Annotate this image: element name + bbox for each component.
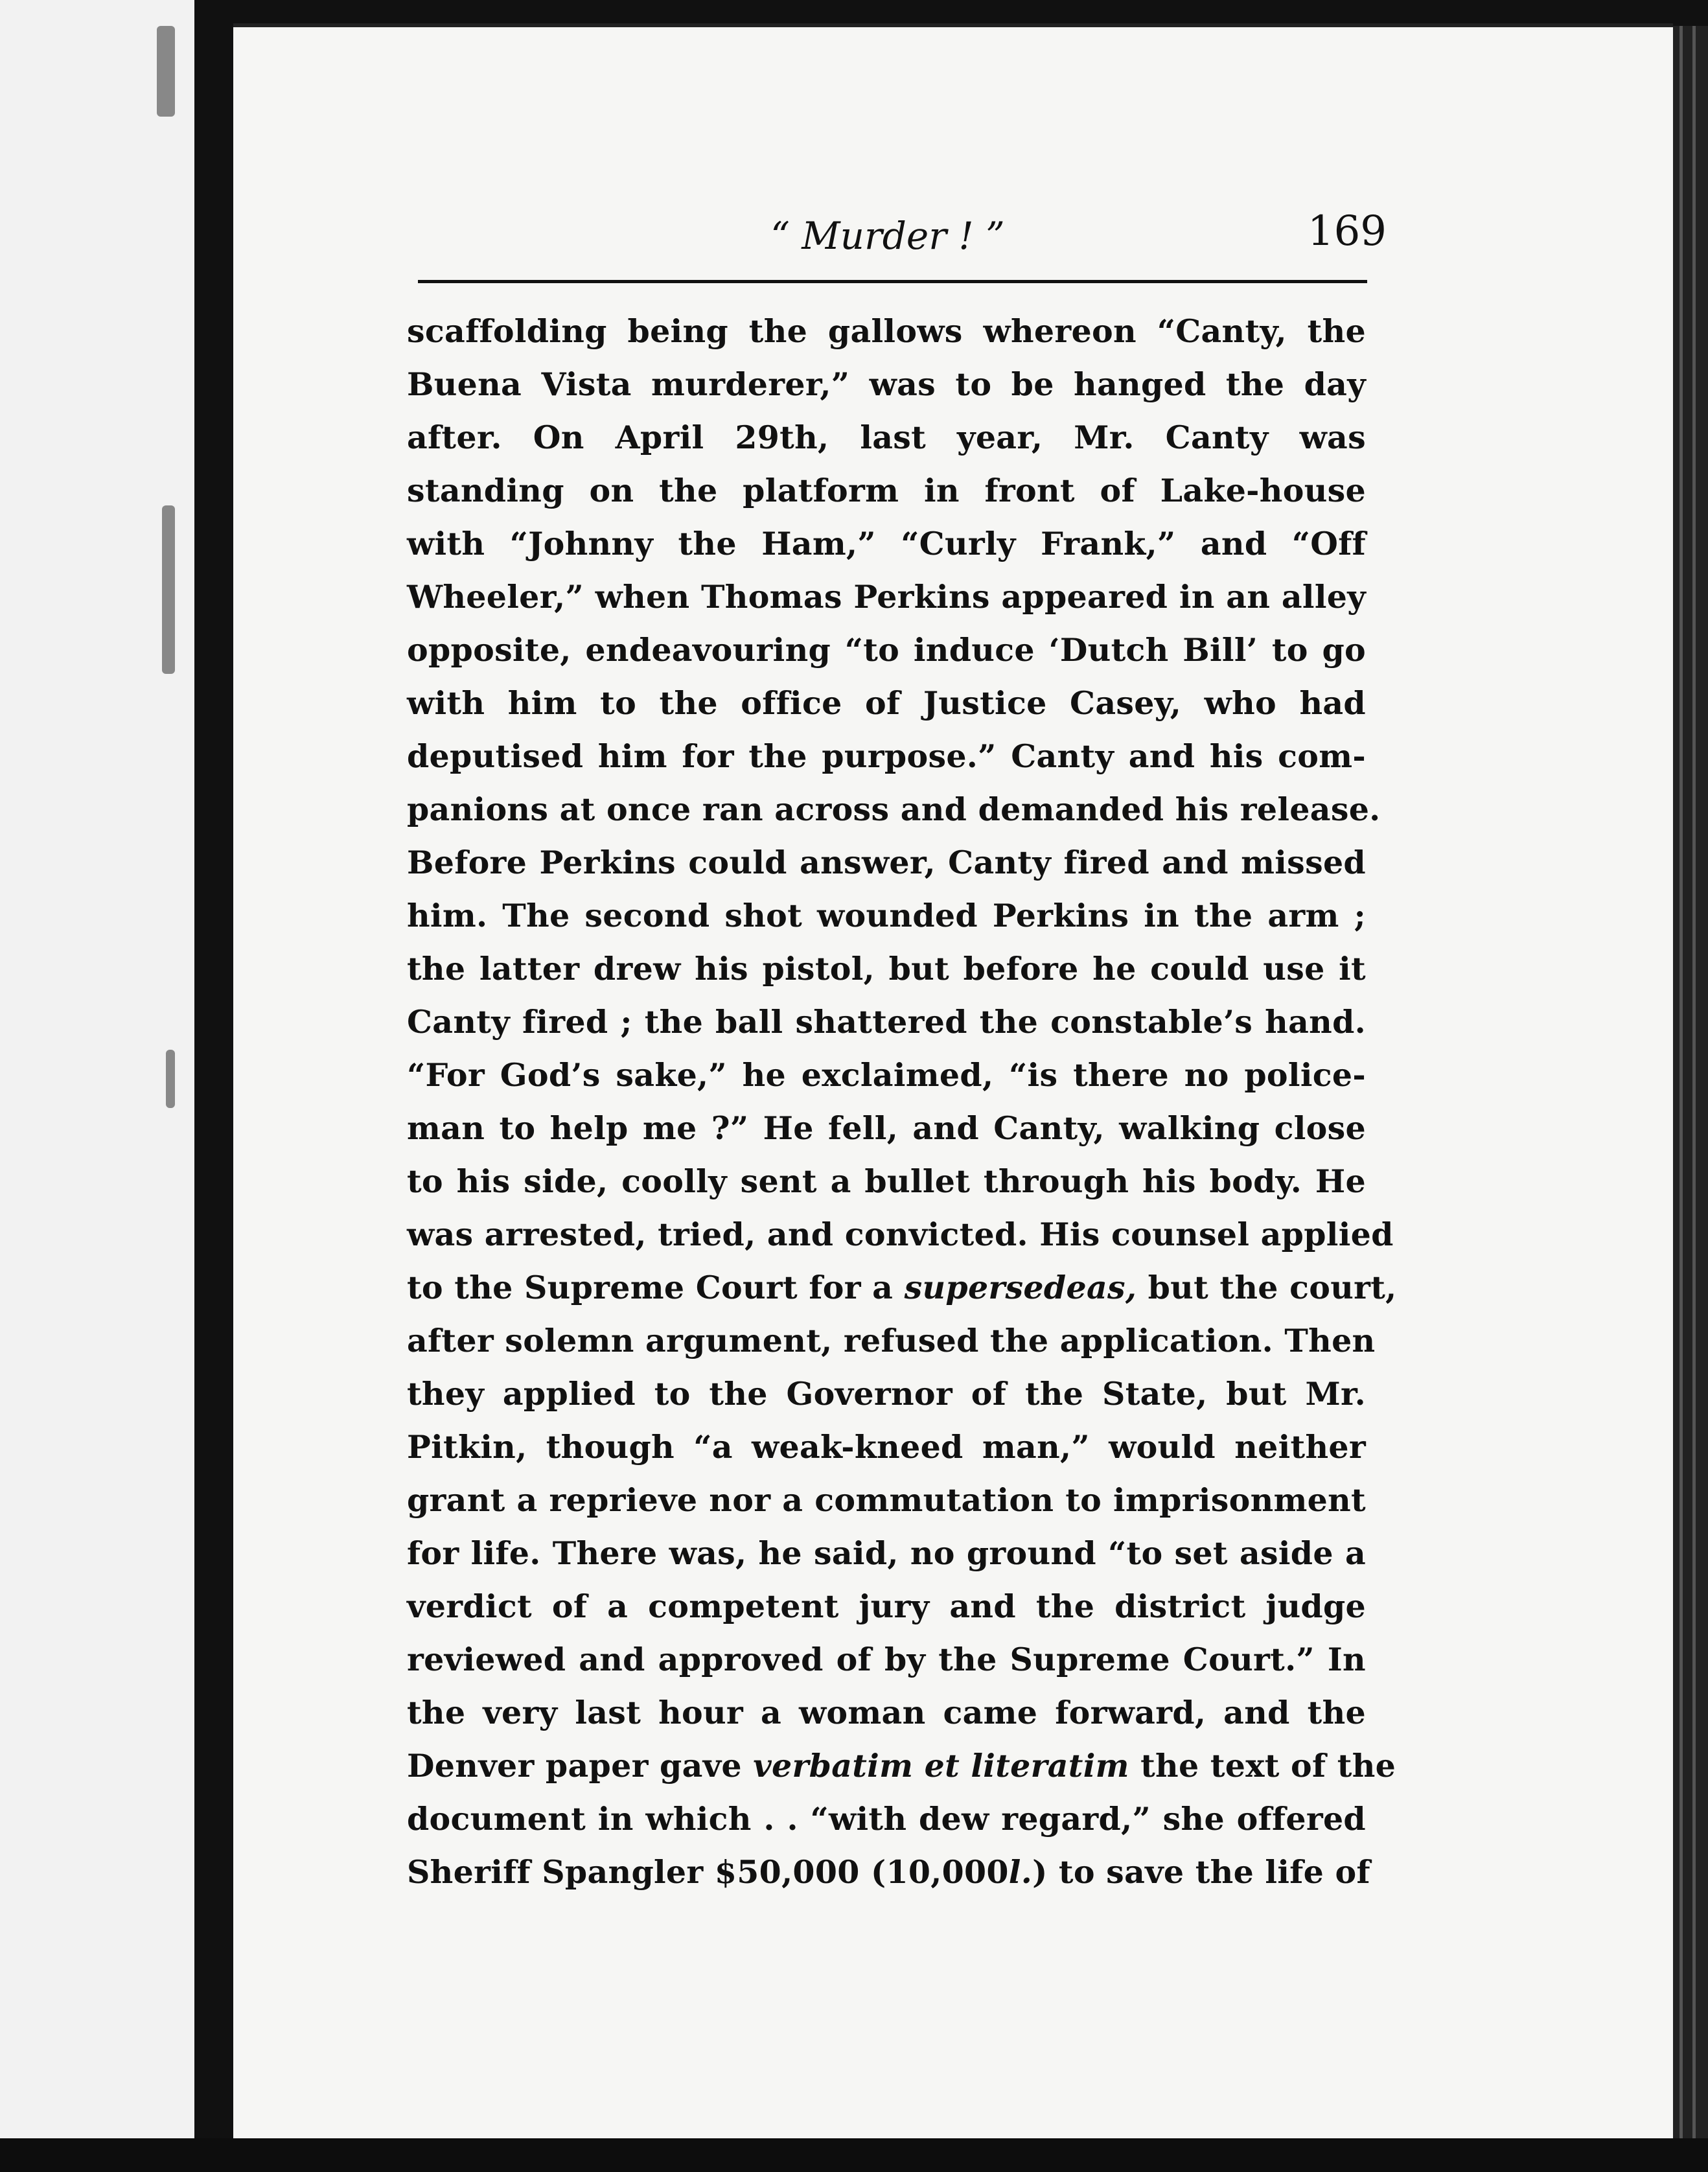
text-span: document in which . . “with dew regard,” she offered <box>407 1800 1366 1838</box>
text-span: standing on the platform in front of Lake-house <box>407 472 1366 509</box>
text-line <box>407 623 1366 676</box>
text-span: but the court, <box>1137 1269 1397 1306</box>
text-line <box>407 1048 1366 1102</box>
text-span: after solemn argument, refused the application. Then <box>407 1322 1376 1359</box>
text-span: Sheriff Spangler $50,000 (10,000 <box>407 1853 1009 1891</box>
text-line <box>407 358 1366 411</box>
text-line <box>407 1739 1396 1792</box>
text-line <box>407 1633 1366 1686</box>
text-span: verdict of a competent jury and the district judge <box>407 1588 1366 1625</box>
text-line <box>407 995 1366 1048</box>
text-line <box>407 1527 1366 1580</box>
page-number: 169 <box>1307 207 1387 255</box>
text-span: ) to save the life of <box>1032 1853 1370 1891</box>
text-span: deputised him for the purpose.” Canty and his com- <box>407 737 1366 775</box>
text-span: Denver paper gave <box>407 1747 754 1785</box>
text-span: Buena Vista murderer,” was to be hanged the day <box>407 365 1366 403</box>
body-text <box>407 305 1397 1899</box>
text-span: was arrested, tried, and convicted. His counsel applied <box>407 1216 1394 1253</box>
text-span: they applied to the Governor of the State, but Mr. <box>407 1375 1366 1413</box>
text-span: for life. There was, he said, no ground “to set aside a <box>407 1534 1366 1572</box>
text-line <box>407 1473 1366 1527</box>
page-edge-line <box>1692 26 1696 2145</box>
running-head: “ Murder ! ” <box>770 214 1005 258</box>
text-line <box>407 1367 1366 1420</box>
text-span: man to help me ?” He fell, and Canty, walking close <box>407 1109 1366 1147</box>
text-line <box>407 676 1366 730</box>
text-line <box>407 1155 1366 1208</box>
text-span: Canty fired ; the ball shattered the constable’s hand. <box>407 1003 1366 1041</box>
text-line <box>407 1261 1397 1314</box>
text-span: reviewed and approved of by the Supreme Court.” In <box>407 1641 1366 1678</box>
text-line <box>407 889 1366 942</box>
bleed-mark <box>166 1050 175 1108</box>
text-span: grant a reprieve nor a commutation to imprisonment <box>407 1481 1366 1519</box>
binding-gutter <box>194 0 233 2172</box>
italic-span: supersedeas, <box>904 1269 1137 1306</box>
text-span: to the Supreme Court for a <box>407 1269 905 1306</box>
header-rule <box>418 280 1367 283</box>
text-line <box>407 1580 1366 1633</box>
text-span: with him to the office of Justice Casey, who had <box>407 684 1366 722</box>
text-line <box>407 783 1381 836</box>
page-edge-line <box>1679 26 1683 2145</box>
text-line <box>407 1845 1370 1899</box>
text-span: Wheeler,” when Thomas Perkins appeared in an alley <box>407 578 1366 616</box>
text-line <box>407 836 1366 889</box>
text-line <box>407 411 1366 464</box>
text-line <box>407 1792 1366 1845</box>
text-line <box>407 464 1366 517</box>
text-line <box>407 1208 1394 1261</box>
italic-span: l. <box>1008 1853 1033 1891</box>
bleed-mark <box>162 505 175 674</box>
bleed-mark <box>157 26 175 117</box>
text-line <box>407 517 1366 570</box>
text-span: Pitkin, though “a weak-kneed man,” would neither <box>407 1428 1366 1466</box>
text-span: after. On April 29th, last year, Mr. Canty was <box>407 419 1366 456</box>
text-line <box>407 1686 1366 1739</box>
text-span: the latter drew his pistol, but before he could use it <box>407 950 1366 988</box>
italic-span: verbatim et literatim <box>753 1747 1129 1785</box>
text-line <box>407 1314 1376 1367</box>
text-line <box>407 1102 1366 1155</box>
text-span: to his side, coolly sent a bullet through his body. He <box>407 1162 1366 1200</box>
text-span: Before Perkins could answer, Canty fired and missed <box>407 844 1366 881</box>
text-span: panions at once ran across and demanded his release. <box>407 791 1381 828</box>
text-span: the text of the <box>1129 1747 1396 1785</box>
right-page-edge <box>1673 26 1708 2145</box>
text-span: “For God’s sake,” he exclaimed, “is there no police- <box>407 1056 1366 1094</box>
text-line <box>407 1420 1366 1473</box>
left-page-edge <box>0 0 194 2172</box>
text-span: with “Johnny the Ham,” “Curly Frank,” and “Off <box>407 525 1366 562</box>
text-line <box>407 305 1366 358</box>
text-span: scaffolding being the gallows whereon “Canty, the <box>407 312 1366 350</box>
text-span: opposite, endeavouring “to induce ‘Dutch Bill’ to go <box>407 631 1366 669</box>
text-span: the very last hour a woman came forward, and the <box>407 1694 1366 1731</box>
text-span: him. The second shot wounded Perkins in the arm ; <box>407 897 1366 934</box>
text-line <box>407 570 1366 623</box>
scan-border-bottom <box>0 2138 1708 2172</box>
text-line <box>407 730 1366 783</box>
text-line <box>407 942 1366 995</box>
